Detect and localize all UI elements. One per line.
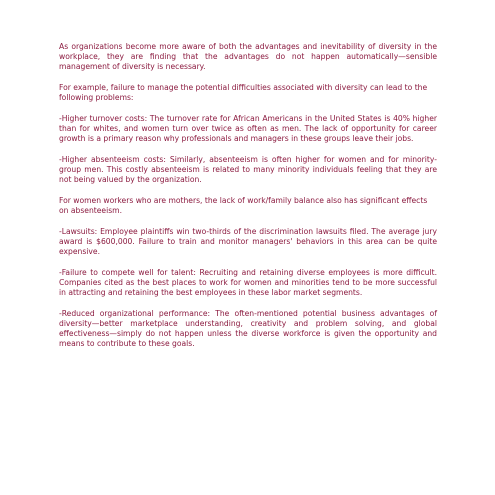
paragraph-lawsuits: -Lawsuits: Employee plaintiffs win two-thirds of the discrimination lawsuits filed. The average jury award is $600,000. Failure to train and monitor managers' behaviors in this area can be quite expensive. [59,227,437,256]
paragraph-turnover-costs: -Higher turnover costs: The turnover rate for African Americans in the United States is 40% higher than for whites, and women turn over twice as often as men. The lack of opportunity for career growth is a primary reason why professionals and managers in these groups leave their jobs. [59,114,437,143]
paragraph-working-mothers: For women workers who are mothers, the lack of work/family balance also has significant effects on absenteeism. [59,196,428,215]
paragraph-talent-competition: -Failure to compete well for talent: Recruiting and retaining diverse employees is more difficult. Companies cited as the best places to work for women and minorities tend to be more successful in attracting and retaining the best employees in these labor market segments. [59,268,437,297]
paragraph-absenteeism-costs: -Higher absenteeism costs: Similarly, absenteeism is often higher for women and for minority-group men. This costly absenteeism is related to many minority individuals feeling that they are not being valued by the organization. [59,155,437,184]
paragraph-intro: As organizations become more aware of both the advantages and inevitability of diversity in the workplace, they are finding that the advantages do not happen automatically—sensible management of diversity is necessary. [59,42,437,71]
document-body [59,42,437,360]
paragraph-organizational-performance: -Reduced organizational performance: The often-mentioned potential business advantages of diversity—better marketplace understanding, creativity and problem solving, and global effectiveness—simply do not happen unless the diverse workforce is given the opportunity and means to contribute to these goals. [59,309,437,348]
paragraph-example: For example, failure to manage the potential difficulties associated with diversity can lead to the following problems: [59,83,428,102]
